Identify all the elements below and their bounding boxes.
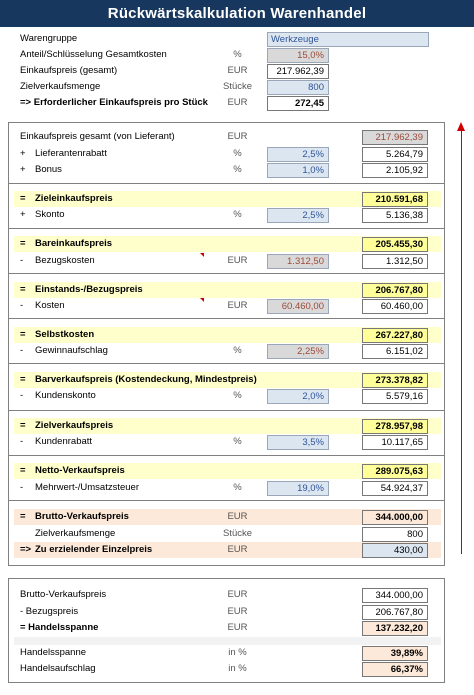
page-title: Rückwärtskalkulation Warenhandel — [0, 0, 474, 27]
ezp-value: 430,00 — [362, 543, 428, 558]
bk-label: Bezugskosten — [35, 255, 95, 266]
zvm2-unit: Stücke — [222, 528, 253, 539]
zvm-label: Zielverkaufsmenge — [20, 81, 101, 92]
row-bezugskosten — [0, 253, 474, 269]
gz-unit: % — [233, 345, 242, 356]
ks-rate-input[interactable]: 2,0% — [267, 389, 329, 404]
sum-bp-label: - Bezugspreis — [20, 606, 79, 617]
row-sum-hsp-pct — [0, 645, 474, 661]
plus-sign: + — [20, 148, 26, 159]
lr-label: Lieferantenrabatt — [35, 148, 107, 159]
sum-brvp-unit: EUR — [227, 589, 248, 600]
zvp-value: 278.957,98 — [362, 419, 428, 434]
sk-value: 267.227,80 — [362, 328, 428, 343]
row-bruttoverkaufspreis — [0, 509, 474, 525]
kr-label: Kundenrabatt — [35, 436, 93, 447]
row-selbstkosten — [0, 327, 474, 343]
gz-rate-input[interactable]: 2,25% — [267, 344, 329, 359]
arrow-up-icon — [457, 122, 465, 131]
row-ek-lieferant — [0, 129, 474, 145]
row-kundenskonto — [0, 388, 474, 404]
ek-lief-label: Einkaufspreis gesamt (von Lieferant) — [20, 131, 175, 142]
nvp-value: 289.075,63 — [362, 464, 428, 479]
minus-sign: - — [20, 482, 24, 493]
row-kundenrabatt — [0, 434, 474, 450]
warengruppe-label: Warengruppe — [20, 33, 78, 44]
plus-sign: + — [20, 164, 26, 175]
row-sum-brvp — [0, 587, 474, 603]
sum-bp-unit: EUR — [227, 606, 248, 617]
row-sum-bezugspreis — [0, 604, 474, 620]
bk-unit: EUR — [227, 255, 248, 266]
ezp-unit: EUR — [227, 544, 248, 555]
row-zielverkaufspreis — [0, 418, 474, 434]
bonus-value: 2.105,92 — [362, 163, 428, 178]
sum-has-value: 66,37% — [362, 662, 428, 677]
bep-value: 205.455,30 — [362, 237, 428, 252]
mwst-value: 54.924,37 — [362, 481, 428, 496]
row-zielverkaufsmenge — [0, 79, 474, 95]
row-gewinnaufschlag — [0, 343, 474, 359]
row-ek-gesamt — [0, 63, 474, 79]
minus-sign: - — [20, 345, 24, 356]
eq-sign: = — [20, 374, 26, 385]
plus-sign: + — [20, 209, 26, 220]
row-sum-handelsaufschlag — [0, 661, 474, 677]
eq-sign: = — [20, 284, 26, 295]
eq-sign: = — [20, 465, 26, 476]
bvp-label: Barverkaufspreis (Kostendeckung, Mindestpreis) — [35, 374, 257, 385]
arrow-sign: => — [20, 544, 32, 555]
direction-arrow-line — [461, 130, 462, 554]
bonus-label: Bonus — [35, 164, 62, 175]
row-bonus — [0, 162, 474, 178]
row-barverkaufspreis — [0, 372, 474, 388]
lr-value: 5.264,79 — [362, 147, 428, 162]
esb-value: 206.767,80 — [362, 283, 428, 298]
ek-gesamt-label: Einkaufspreis (gesamt) — [20, 65, 118, 76]
sum-hsp-pct-label: Handelsspanne — [20, 647, 87, 658]
sum-hsp-pct-value: 39,89% — [362, 646, 428, 661]
eq-sign: = — [20, 420, 26, 431]
eq-sign: = — [20, 238, 26, 249]
row-zieleinkaufspreis — [0, 191, 474, 207]
bonus-rate-input[interactable]: 1,0% — [267, 163, 329, 178]
ek-gesamt-value: 217.962,39 — [267, 64, 329, 79]
bvp-value: 273.378,82 — [362, 373, 428, 388]
sum-brvp-label: Brutto-Verkaufspreis — [20, 589, 107, 600]
row-erforderlicher-ek — [0, 95, 474, 111]
sum-hsp-pct-unit: in % — [228, 647, 247, 658]
bk-input[interactable]: 1.312,50 — [267, 254, 329, 269]
row-warengruppe — [0, 31, 474, 47]
eq-sign: = — [20, 193, 26, 204]
lr-unit: % — [233, 148, 242, 159]
row-anteil — [0, 47, 474, 63]
lr-rate-input[interactable]: 2,5% — [267, 147, 329, 162]
kosten-input[interactable]: 60.460,00 — [267, 299, 329, 314]
erf-unit: EUR — [227, 97, 248, 108]
row-einstandspreis — [0, 282, 474, 298]
esb-label: Einstands-/Bezugspreis — [35, 284, 143, 295]
ks-unit: % — [233, 390, 242, 401]
eq-sign: = — [20, 329, 26, 340]
erf-value: 272,45 — [267, 96, 329, 111]
row-bareinkaufspreis — [0, 236, 474, 252]
minus-sign: - — [20, 390, 24, 401]
nvp-label: Netto-Verkaufspreis — [35, 465, 125, 476]
gz-label: Gewinnaufschlag — [35, 345, 108, 356]
ezp-label: Zu erzielender Einzelpreis — [35, 544, 153, 555]
row-zielverkaufsmenge-2 — [0, 526, 474, 542]
sum-has-unit: in % — [228, 663, 247, 674]
kosten-value: 60.460,00 — [362, 299, 428, 314]
anteil-label: Anteil/Schlüsselung Gesamtkosten — [20, 49, 167, 60]
bk-value: 1.312,50 — [362, 254, 428, 269]
sum-has-label: Handelsaufschlag — [20, 663, 96, 674]
skonto-label: Skonto — [35, 209, 65, 220]
zep-value: 210.591,68 — [362, 192, 428, 207]
erf-label: => Erforderlicher Einkaufspreis pro Stück — [20, 97, 208, 108]
brvp-unit: EUR — [227, 511, 248, 522]
ks-value: 5.579,16 — [362, 389, 428, 404]
brvp-label: Brutto-Verkaufspreis — [35, 511, 129, 522]
eq-sign: = — [20, 511, 26, 522]
brvp-value: 344.000,00 — [362, 510, 428, 525]
sum-bp-value: 206.767,80 — [362, 605, 428, 620]
sum-hsp-label: = Handelsspanne — [20, 622, 99, 633]
warengruppe-input[interactable]: Werkzeuge — [267, 32, 429, 47]
minus-sign: - — [20, 300, 24, 311]
mwst-unit: % — [233, 482, 242, 493]
comment-indicator-icon[interactable] — [200, 298, 204, 302]
zvm2-value: 800 — [362, 527, 428, 542]
row-kosten — [0, 298, 474, 314]
bep-label: Bareinkaufspreis — [35, 238, 113, 249]
kosten-label: Kosten — [35, 300, 65, 311]
zvp-label: Zielverkaufspreis — [35, 420, 114, 431]
kr-value: 10.117,65 — [362, 435, 428, 450]
minus-sign: - — [20, 255, 24, 266]
sk-label: Selbstkosten — [35, 329, 95, 340]
sum-brvp-value: 344.000,00 — [362, 588, 428, 603]
zvm2-label: Zielverkaufsmenge — [35, 528, 116, 539]
zvm-input[interactable]: 800 — [267, 80, 329, 95]
skonto-unit: % — [233, 209, 242, 220]
zvm-unit: Stücke — [222, 81, 253, 92]
row-sum-handelsspanne — [0, 620, 474, 636]
mwst-label: Mehrwert-/Umsatzsteuer — [35, 482, 139, 493]
skonto-value: 5.136,38 — [362, 208, 428, 223]
row-mehrwertsteuer — [0, 480, 474, 496]
anteil-input[interactable]: 15,0% — [267, 48, 329, 63]
row-skonto — [0, 207, 474, 223]
kr-rate-input[interactable]: 3,5% — [267, 435, 329, 450]
summary-spacer — [14, 637, 441, 645]
row-einzelpreis — [0, 542, 474, 558]
sum-hsp-value: 137.232,20 — [362, 621, 428, 636]
row-nettoverkaufspreis — [0, 463, 474, 479]
ek-lief-value: 217.962,39 — [362, 130, 428, 145]
mwst-rate-input[interactable]: 19,0% — [267, 481, 329, 496]
row-lieferantenrabatt — [0, 146, 474, 162]
ek-gesamt-unit: EUR — [227, 65, 248, 76]
kosten-unit: EUR — [227, 300, 248, 311]
minus-sign: - — [20, 436, 24, 447]
anteil-unit: % — [233, 49, 242, 60]
ks-label: Kundenskonto — [35, 390, 96, 401]
zep-label: Zieleinkaufspreis — [35, 193, 113, 204]
comment-indicator-icon[interactable] — [200, 253, 204, 257]
skonto-rate-input[interactable]: 2,5% — [267, 208, 329, 223]
kr-unit: % — [233, 436, 242, 447]
bonus-unit: % — [233, 164, 242, 175]
ek-lief-unit: EUR — [227, 131, 248, 142]
sum-hsp-unit: EUR — [227, 622, 248, 633]
gz-value: 6.151,02 — [362, 344, 428, 359]
